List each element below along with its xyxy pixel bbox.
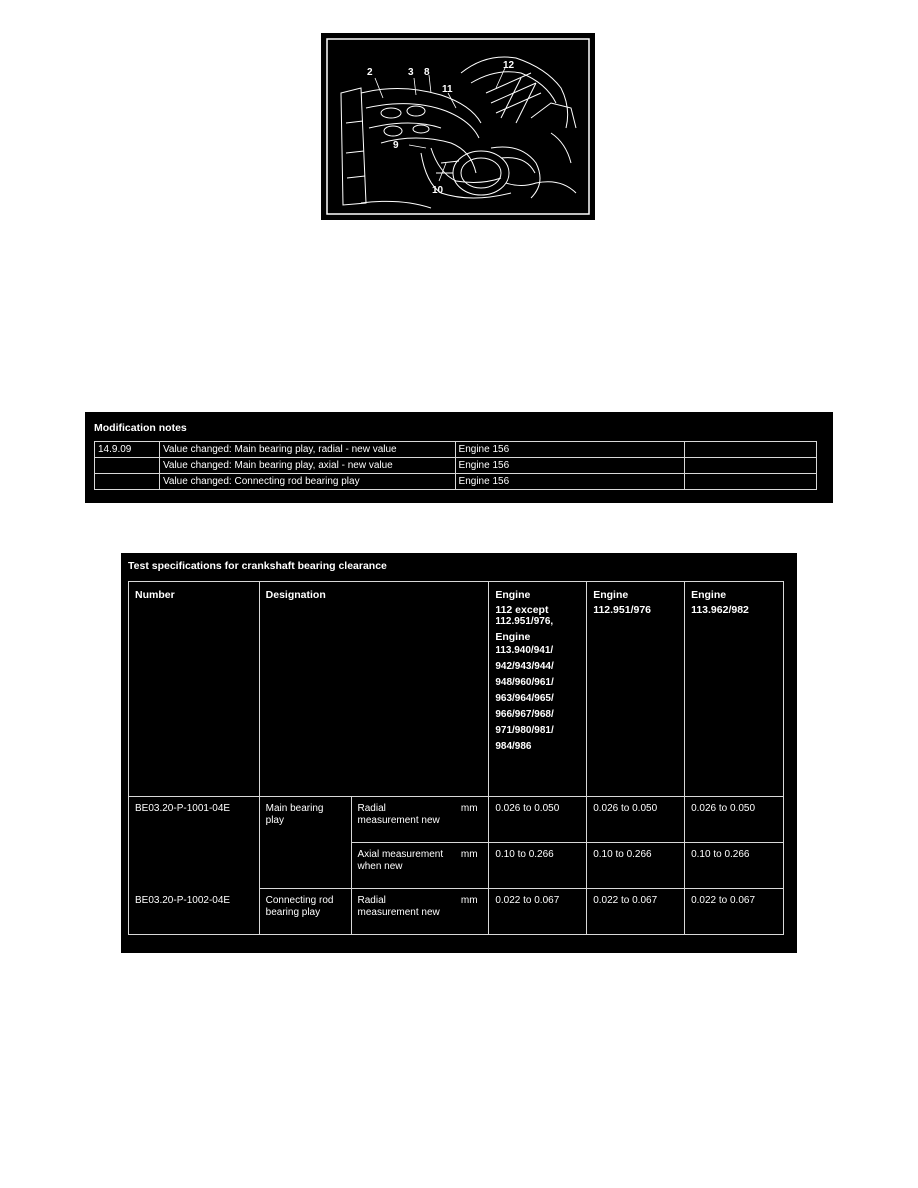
spec-engine1-value: 0.10 to 0.266 [489, 843, 587, 889]
engine2-label: Engine [593, 589, 629, 601]
mod-engine: Engine 156 [455, 474, 685, 490]
engine1-code: 113.940/941/ [495, 645, 554, 656]
test-specifications-table [128, 581, 784, 935]
callout-8: 8 [424, 67, 430, 78]
engine-illustration [321, 33, 595, 220]
spec-engine2-value: 0.022 to 0.067 [587, 889, 685, 935]
callout-2: 2 [367, 67, 373, 78]
table-row [129, 797, 784, 843]
spec-sub: Radial measurement new [351, 889, 455, 935]
spec-engine3-value: 0.10 to 0.266 [685, 843, 784, 889]
modification-notes-title: Modification notes [94, 422, 187, 434]
engine1-code: 971/980/981/ [495, 725, 554, 736]
mod-extra [685, 458, 817, 474]
engine3-label: Engine [691, 589, 727, 601]
spec-designation [259, 843, 351, 889]
mod-date: 14.9.09 [95, 442, 160, 458]
table-row [129, 843, 784, 889]
header-number: Number [129, 582, 260, 797]
spec-engine3-value: 0.026 to 0.050 [685, 797, 784, 843]
modification-notes-table [94, 441, 817, 490]
mod-extra [685, 474, 817, 490]
mod-change: Value changed: Main bearing play, axial - new value [159, 458, 455, 474]
header-engine-3 [685, 582, 784, 797]
crankshaft-bearing-drawing [321, 33, 595, 220]
engine3-code: 113.962/982 [691, 604, 749, 616]
table-row [95, 474, 817, 490]
test-specifications-panel [121, 553, 797, 953]
engine1-label: Engine [495, 589, 531, 601]
table-row [95, 442, 817, 458]
callout-9: 9 [393, 140, 399, 151]
engine1-code: 942/943/944/ [495, 661, 554, 672]
modification-notes-panel [85, 412, 833, 503]
engine1-line3: 112.951/976, [495, 616, 554, 627]
callout-10: 10 [432, 185, 444, 196]
spec-unit: mm [455, 797, 489, 843]
engine1-code: 984/986 [495, 741, 532, 752]
engine2-code: 112.951/976 [593, 604, 652, 616]
callout-12: 12 [503, 60, 515, 71]
spec-number [129, 843, 260, 889]
engine1-line4: Engine [495, 631, 531, 643]
mod-extra [685, 442, 817, 458]
mod-engine: Engine 156 [455, 458, 685, 474]
header-engine-1 [489, 582, 587, 797]
spec-engine2-value: 0.026 to 0.050 [587, 797, 685, 843]
spec-designation: Connecting rod bearing play [259, 889, 351, 935]
engine1-line2: 112 except [495, 604, 549, 616]
table-row [95, 458, 817, 474]
engine1-code: 966/967/968/ [495, 709, 554, 720]
spec-sub: Axial measurement when new [351, 843, 455, 889]
table-row [129, 889, 784, 935]
mod-date [95, 458, 160, 474]
spec-sub: Radial measurement new [351, 797, 455, 843]
spec-unit: mm [455, 889, 489, 935]
callout-11: 11 [442, 84, 453, 95]
spec-number: BE03.20-P-1001-04E [129, 797, 260, 843]
spec-number: BE03.20-P-1002-04E [129, 889, 260, 935]
header-designation: Designation [259, 582, 489, 797]
header-engine-2 [587, 582, 685, 797]
mod-engine: Engine 156 [455, 442, 685, 458]
spec-designation: Main bearing play [259, 797, 351, 843]
mod-change: Value changed: Main bearing play, radial - new value [159, 442, 455, 458]
callout-3: 3 [408, 67, 414, 78]
spec-engine1-value: 0.026 to 0.050 [489, 797, 587, 843]
test-specifications-title: Test specifications for crankshaft bearing clearance [128, 560, 387, 572]
spec-unit: mm [455, 843, 489, 889]
mod-date [95, 474, 160, 490]
engine1-code: 963/964/965/ [495, 693, 554, 704]
spec-engine1-value: 0.022 to 0.067 [489, 889, 587, 935]
mod-change: Value changed: Connecting rod bearing play [159, 474, 455, 490]
table-header-row [129, 582, 784, 797]
spec-engine2-value: 0.10 to 0.266 [587, 843, 685, 889]
spec-engine3-value: 0.022 to 0.067 [685, 889, 784, 935]
engine1-code: 948/960/961/ [495, 677, 554, 688]
